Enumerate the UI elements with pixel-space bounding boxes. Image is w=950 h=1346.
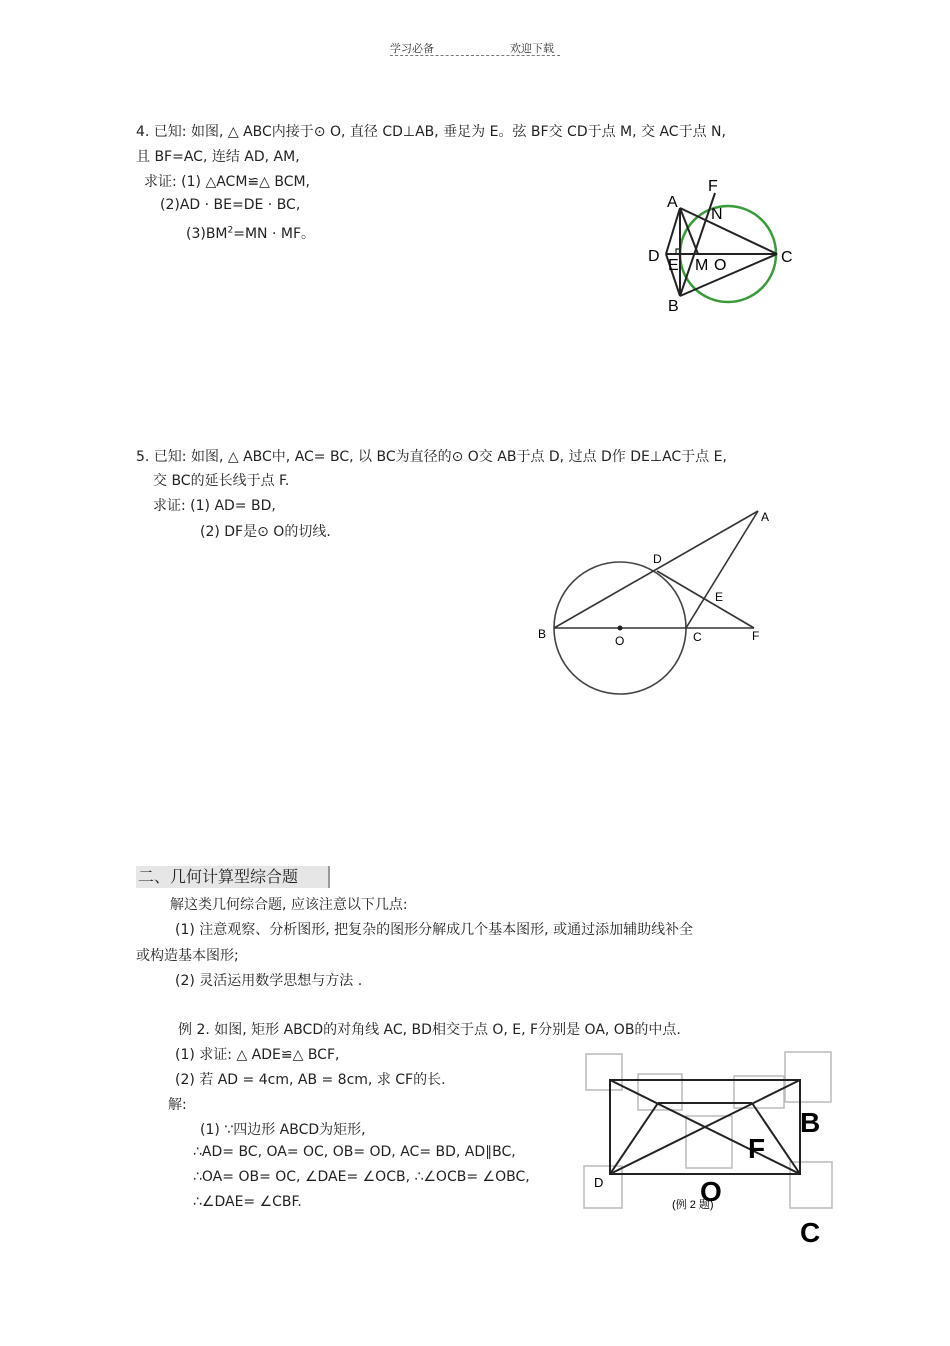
p5-label-f: F [752, 629, 760, 643]
ex2-ghost-box-5 [686, 1116, 732, 1168]
p4-label-f: F [708, 178, 718, 195]
ex2-ghost-box-1 [586, 1054, 622, 1090]
p5-seg-ba [554, 511, 758, 628]
p4-label-c: C [781, 249, 793, 266]
ex2-label-b: B [800, 1107, 821, 1138]
ex2-seg-de [610, 1103, 658, 1174]
p5-prove: 求证: (1) AD= BD, [153, 498, 276, 514]
p5-figure [530, 500, 780, 700]
header-divider [390, 55, 560, 56]
p5-label-a: A [761, 510, 770, 524]
p5-label-b: B [538, 627, 547, 641]
p5-seg-df [657, 571, 754, 628]
ex2-step1: (1) ∵四边形 ABCD为矩形, [200, 1122, 366, 1138]
p4-label-o: O [714, 257, 727, 274]
p4-part3-b: =MN · MF。 [233, 226, 316, 242]
p5-label-e: E [715, 590, 724, 604]
p5-label-o: O [615, 634, 625, 648]
p4-label-a: A [667, 194, 678, 211]
p4-seg-ad [666, 208, 680, 254]
p4-label-e: E [668, 257, 679, 274]
ex2-q1: (1) 求证: △ ADE≌△ BCF, [175, 1047, 340, 1063]
ex2-step2: ∴AD= BC, OA= OC, OB= OD, AC= BD, AD∥BC, [193, 1144, 516, 1160]
section-title: 二、几何计算型综合题 [136, 866, 330, 888]
p4-line2: 且 BF=AC, 连结 AD, AM, [136, 149, 300, 165]
ex2-label-f: F [748, 1133, 766, 1164]
p4-seg-bf [680, 193, 715, 296]
ex2-step3: ∴OA= OB= OC, ∠DAE= ∠OCB, ∴∠OCB= ∠OBC, [193, 1169, 530, 1185]
section-item1a: (1) 注意观察、分析图形, 把复杂的图形分解成几个基本图形, 或通过添加辅助线补全 [175, 922, 694, 938]
p4-part3-a: (3)BM [186, 226, 228, 242]
ex2-solution-label: 解: [168, 1097, 187, 1113]
section-item1b: 或构造基本图形; [136, 948, 239, 964]
p4-line1: 4. 已知: 如图, △ ABC内接于⊙ O, 直径 CD⊥AB, 垂足为 E。弦 BF交 CD于点 M, 交 AC于点 N, [136, 124, 726, 140]
ex2-q2: (2) 若 AD = 4cm, AB = 8cm, 求 CF的长. [175, 1072, 446, 1088]
header-left: 学习必备 [390, 42, 434, 55]
section-intro: 解这类几何综合题, 应该注意以下几点: [170, 897, 408, 913]
p5-line2: 交 BC的延长线于点 F. [153, 473, 290, 489]
p4-label-b: B [668, 298, 679, 315]
p5-label-d: D [653, 552, 662, 566]
p4-part3-sup: 2 [227, 225, 234, 236]
p5-seg-ac [686, 511, 758, 628]
p4-figure [640, 175, 810, 320]
ex2-caption: (例 2 题) [672, 1199, 714, 1211]
p5-part2: (2) DF是⊙ O的切线. [200, 524, 331, 540]
ex2-ghost-box-4 [785, 1052, 831, 1102]
p4-prove: 求证: (1) △ACM≌△ BCM, [144, 174, 311, 190]
ex2-line1: 例 2. 如图, 矩形 ABCD的对角线 AC, BD相交于点 O, E, F分别是 OA, OB的中点. [178, 1022, 681, 1038]
ex2-figure [580, 1050, 840, 1250]
p4-part2: (2)AD · BE=DE · BC, [160, 197, 301, 213]
p4-label-d: D [648, 248, 660, 265]
header-right: 欢迎下载 [510, 42, 554, 55]
ex2-step4: ∴∠DAE= ∠CBF. [193, 1194, 302, 1210]
p5-label-c: C [693, 630, 702, 644]
p4-label-n: N [711, 206, 723, 223]
section-item2: (2) 灵活运用数学思想与方法 . [175, 973, 363, 989]
ex2-label-d: D [594, 1175, 604, 1190]
ex2-label-c: C [800, 1217, 821, 1248]
ex2-label-o: O [700, 1176, 722, 1207]
p4-part3 [186, 223, 315, 243]
p5-center-dot [618, 626, 623, 631]
p5-line1: 5. 已知: 如图, △ ABC中, AC= BC, 以 BC为直径的⊙ O交 AB于点 D, 过点 D作 DE⊥AC于点 E, [136, 449, 727, 465]
p4-label-m: M [695, 257, 709, 274]
